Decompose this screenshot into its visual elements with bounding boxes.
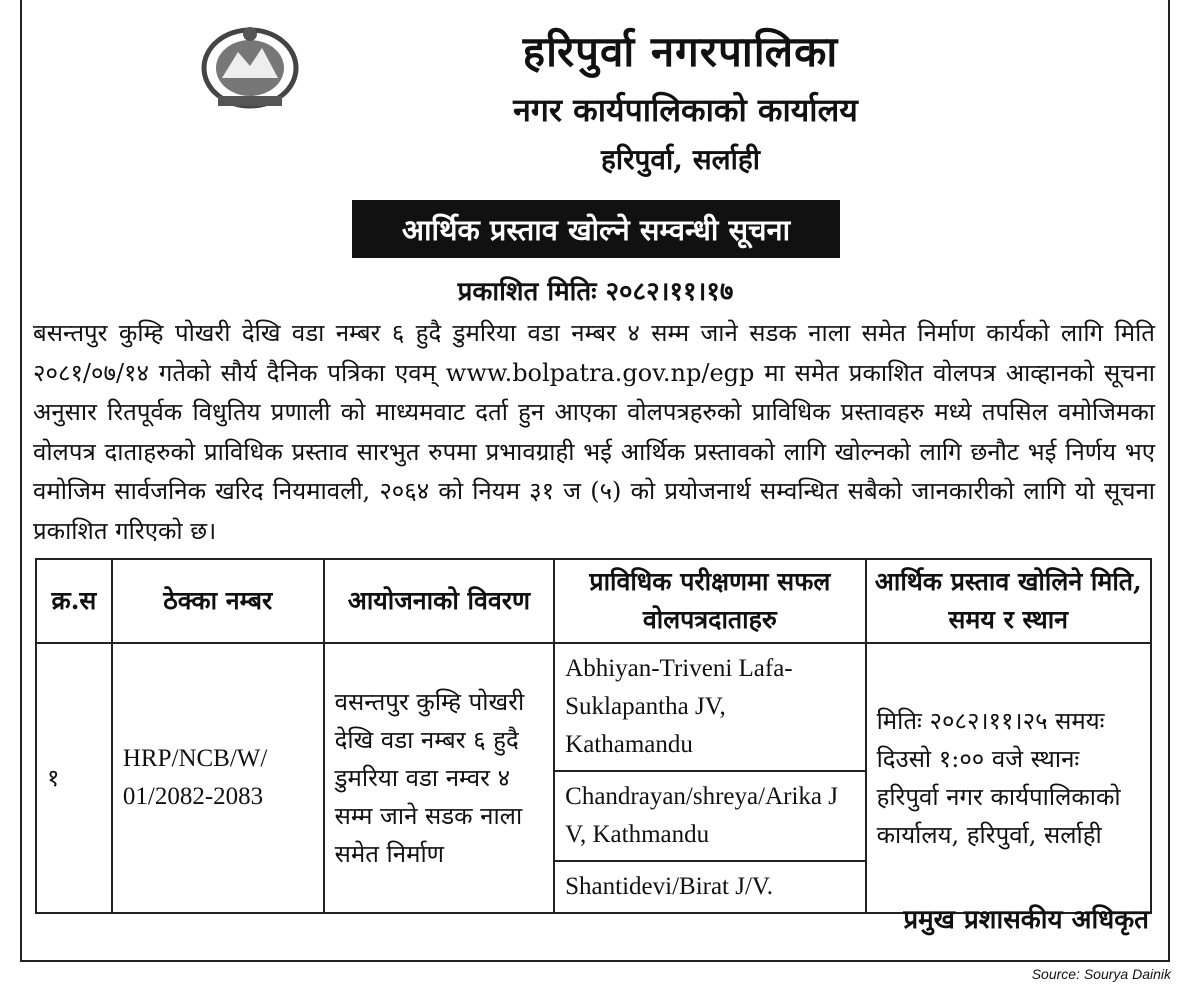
header-description: आयोजनाको विवरण [324, 559, 554, 643]
table-header-row [36, 559, 1151, 643]
bidder-item: Abhiyan-Triveni Lafa-Suklapantha JV, Kathamandu [555, 644, 864, 772]
municipality-title: हरिपुर्वा नगरपालिका [522, 27, 839, 76]
signatory: प्रमुख प्रशासकीय अधिकृत [903, 905, 1149, 935]
cell-description: वसन्तपुर कुम्हि पोखरी देखि वडा नम्बर ६ हुदै डुमरिया वडा नम्वर ४ सम्म जाने सडक नाला समेत निर्माण [324, 643, 554, 913]
cell-bidders [554, 643, 865, 913]
bidders-table [35, 558, 1152, 914]
source-credit: Source: Sourya Dainik [1031, 966, 1171, 982]
cell-contract-no: HRP/NCB/W/ 01/2082-2083 [112, 643, 324, 913]
bidder-item: Shantidevi/Birat J/V. [565, 873, 774, 900]
header-opening: आर्थिक प्रस्ताव खोलिने मिति, समय र स्थान [866, 559, 1151, 643]
header-contract-no: ठेक्का नम्बर [112, 559, 324, 643]
bidder-item: Chandrayan/shreya/Arika JV, Kathmandu [555, 772, 864, 862]
notice-paragraph: बसन्तपुर कुम्हि पोखरी देखि वडा नम्बर ६ हुदै डुमरिया वडा नम्बर ४ सम्म जाने सडक नाला समेत निर्माण कार्यको लागि मिति २०८१/०७/१४ गतेको सौर्य दैनिक पत्रिका एवम् www.bolpatra.gov.np/egp मा समेत प्रकाशित वोलपत्र आव्हानको सूचना अनुसार रितपूर्वक विधुतिय प्रणाली को माध्यमवाट दर्ता हुन आएका वोलपत्रहरुको प्राविधिक प्रस्तावहरु मध्ये तपसिल वमोजिमका वोलपत्र दाताहरुको प्राविधिक प्रस्ताव सारभुत रुपमा प्रभावग्राही भई आर्थिक प्रस्तावको लागि खोल्नको लागि छनौट भई निर्णय भए वमोजिम सार्वजनिक खरिद नियमावली, २०६४ को नियम ३१ ज (५) को प्रयोजनार्थ सम्वन्धित सबैको जानकारीको लागि यो सूचना प्रकाशित गरिएको छ। [33, 319, 1155, 545]
table-row [36, 643, 1151, 913]
published-date: प्रकाशित मितिः २०८२।११।१७ [457, 277, 734, 307]
header-bidders: प्राविधिक परीक्षणमा सफल वोलपत्रदाताहरु [554, 559, 865, 643]
cell-opening: मितिः २०८२।११।२५ समयः दिउसो १:०० वजे स्थानः हरिपुर्वा नगर कार्यपालिकाको कार्यालय, हरिपुर्वा, सर्लाही [866, 643, 1151, 913]
header-sn: क्र.स [36, 559, 112, 643]
cell-sn: १ [36, 643, 112, 913]
notice-title: आर्थिक प्रस्ताव खोल्ने सम्वन्धी सूचना [401, 212, 791, 247]
office-subtitle: नगर कार्यपालिकाको कार्यालय [513, 91, 858, 129]
notice-title-banner [352, 200, 840, 258]
location: हरिपुर्वा, सर्लाही [600, 143, 761, 176]
